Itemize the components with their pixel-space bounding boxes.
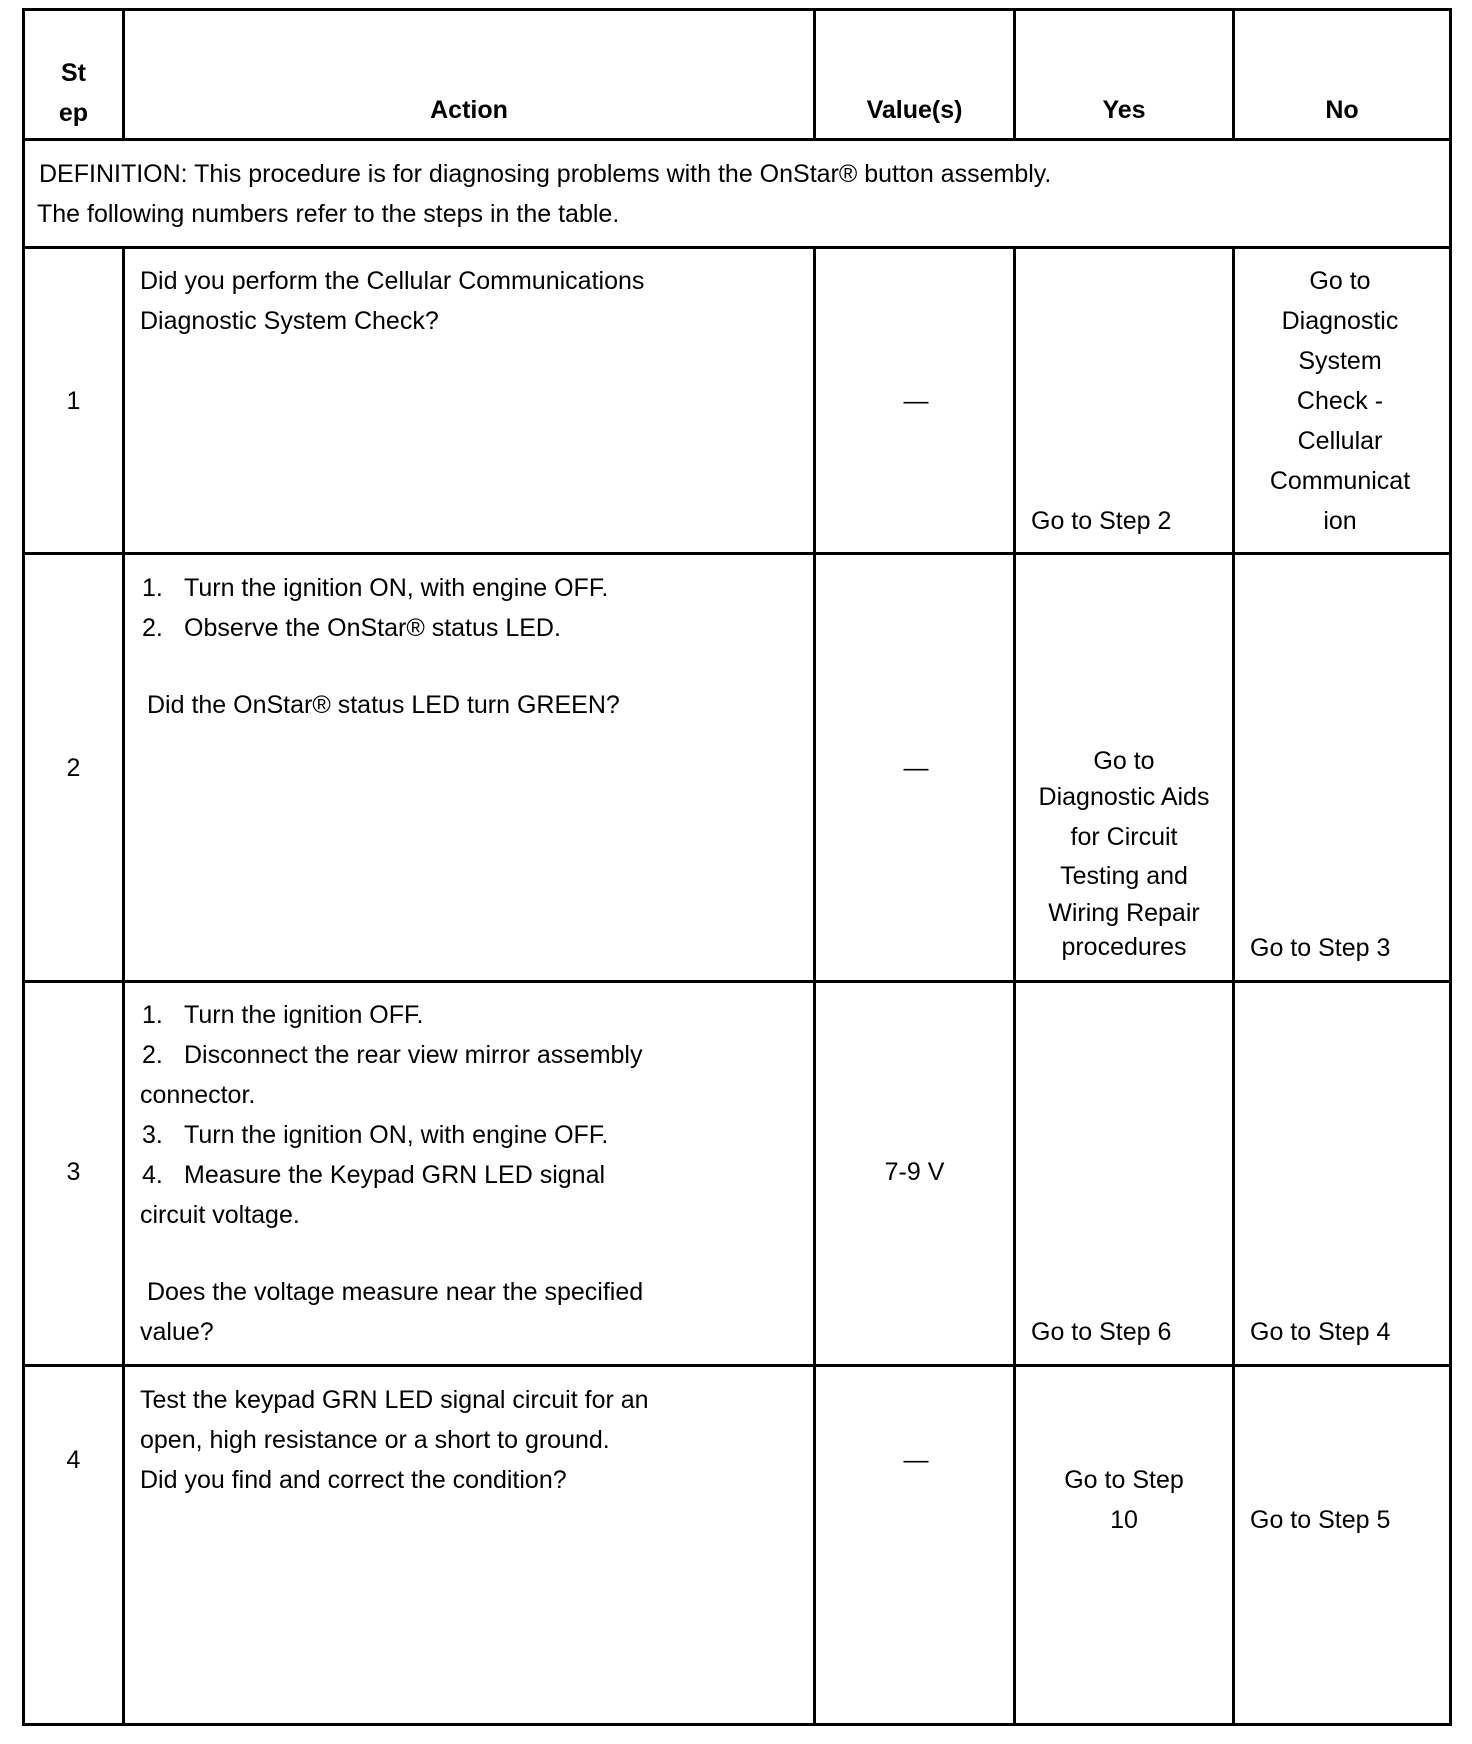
list-number: 1.	[142, 1001, 163, 1029]
header-yes: Yes	[1102, 96, 1146, 124]
row-3-bottom-rule	[22, 1364, 1452, 1367]
row-1-bottom-rule	[22, 552, 1452, 555]
yes-link[interactable]: for Circuit	[1070, 823, 1178, 851]
no-link[interactable]: Go to	[1309, 267, 1371, 295]
list-text: circuit voltage.	[140, 1201, 300, 1229]
list-number: 4.	[142, 1161, 163, 1189]
no-link[interactable]: Go to Step 3	[1250, 934, 1391, 962]
step-number: 1	[66, 387, 81, 415]
action-list-item	[140, 1075, 255, 1115]
list-number: 3.	[142, 1121, 163, 1149]
yes-link[interactable]: procedures	[1061, 933, 1187, 961]
list-text: Observe the OnStar® status LED.	[184, 614, 561, 642]
action-text: open, high resistance or a short to ground.	[140, 1426, 610, 1454]
no-link[interactable]: Communicat	[1269, 467, 1411, 495]
list-number: 1.	[142, 574, 163, 602]
value-text: —	[903, 754, 929, 782]
step-number: 4	[66, 1446, 81, 1474]
no-link[interactable]: Go to Step 4	[1250, 1318, 1391, 1346]
row-2-bottom-rule	[22, 980, 1452, 983]
action-list-item	[140, 1195, 300, 1235]
list-text: Measure the Keypad GRN LED signal	[184, 1161, 606, 1189]
definition-bottom-rule	[22, 246, 1452, 249]
table-border-bottom	[22, 1723, 1452, 1726]
header-step: St	[61, 59, 86, 87]
step-number: 2	[66, 754, 81, 782]
action-list-item	[142, 1155, 605, 1195]
action-question: Does the voltage measure near the specified	[147, 1278, 644, 1306]
yes-link[interactable]: Wiring Repair	[1048, 899, 1200, 927]
yes-link[interactable]: Go to Step 6	[1031, 1318, 1172, 1346]
list-text: connector.	[140, 1081, 256, 1109]
no-link[interactable]: Go to Step 5	[1250, 1506, 1391, 1534]
definition-text: DEFINITION: This procedure is for diagnosing problems with the OnStar® button assembly.	[39, 160, 1052, 188]
definition-text: The following numbers refer to the steps in the table.	[37, 200, 620, 228]
header-bottom-rule	[22, 138, 1452, 141]
list-text: Turn the ignition ON, with engine OFF.	[184, 574, 609, 602]
no-link[interactable]: Cellular	[1297, 427, 1383, 455]
yes-link[interactable]: Go to Step 2	[1031, 507, 1172, 535]
list-text: Disconnect the rear view mirror assembly	[184, 1041, 643, 1069]
list-number: 2.	[142, 614, 163, 642]
list-text: Turn the ignition OFF.	[184, 1001, 424, 1029]
action-question: Did the OnStar® status LED turn GREEN?	[147, 691, 620, 719]
action-text: Did you find and correct the condition?	[140, 1466, 567, 1494]
diagnostic-table	[22, 8, 1452, 1726]
no-link[interactable]: System	[1298, 347, 1382, 375]
action-list-item	[142, 1035, 642, 1075]
action-list-item	[142, 1115, 608, 1155]
header-no: No	[1325, 96, 1359, 124]
action-text: Diagnostic System Check?	[140, 307, 439, 335]
list-text: Turn the ignition ON, with engine OFF.	[184, 1121, 609, 1149]
action-question: value?	[140, 1318, 214, 1346]
header-values: Value(s)	[866, 96, 963, 124]
table-border-right	[1449, 8, 1452, 1726]
action-text: Did you perform the Cellular Communications	[140, 267, 645, 295]
col-rule-step-body	[122, 246, 125, 1726]
value-text: —	[903, 387, 929, 415]
yes-link[interactable]: Testing and	[1060, 862, 1188, 890]
header-action: Action	[430, 96, 508, 124]
col-rule-action-body	[813, 246, 816, 1726]
header-step: ep	[58, 99, 89, 127]
yes-link[interactable]: Go to	[1093, 747, 1155, 775]
action-list-item	[142, 568, 608, 608]
list-number: 2.	[142, 1041, 163, 1069]
value-text: —	[903, 1446, 929, 1474]
no-link[interactable]: Check -	[1296, 387, 1384, 415]
value-text: 7-9 V	[884, 1158, 945, 1186]
table-border-top	[22, 8, 1452, 11]
action-list-item	[142, 995, 423, 1035]
no-link[interactable]: ion	[1323, 507, 1357, 535]
yes-link[interactable]: 10	[1110, 1506, 1138, 1534]
action-text: Test the keypad GRN LED signal circuit for an	[140, 1386, 649, 1414]
step-number: 3	[66, 1158, 81, 1186]
action-list-item	[142, 608, 561, 648]
no-link[interactable]: Diagnostic	[1281, 307, 1399, 335]
yes-link[interactable]: Diagnostic Aids	[1038, 783, 1210, 811]
yes-link[interactable]: Go to Step	[1064, 1466, 1184, 1494]
